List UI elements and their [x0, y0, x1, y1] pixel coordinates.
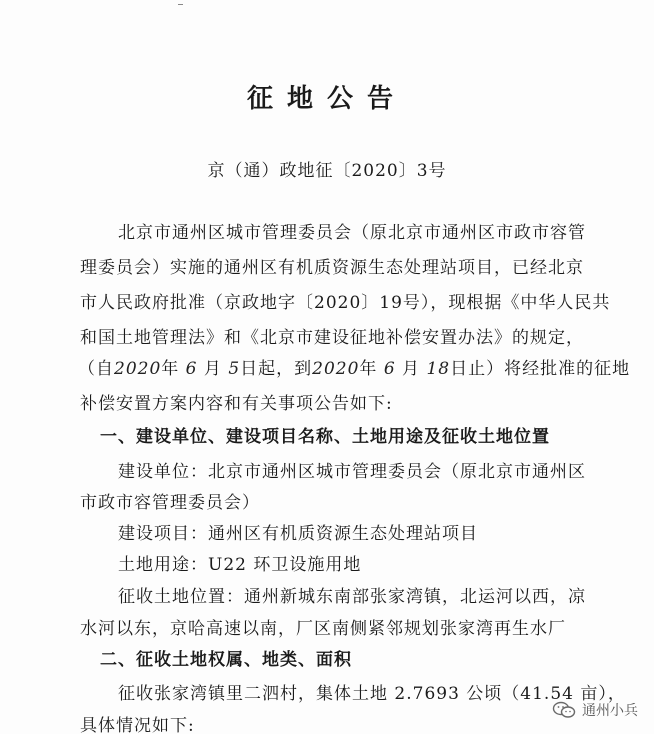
land-use-line: 土地用途：U22 环卫设施用地 — [118, 555, 362, 575]
scan-mark — [178, 4, 183, 5]
paragraph-line: 补偿安置方案内容和有关事项公告如下: — [80, 394, 393, 414]
land-location-line: 水河以东，京哈高速以南，厂区南侧紧邻规划张家湾再生水厂 — [80, 619, 566, 639]
paragraph-line: 市人民政府批准（京政地字〔2020〕19号），现根据《中华人民共 — [80, 293, 611, 313]
land-area-line: 具体情况如下: — [80, 716, 195, 736]
construction-unit-line: 建设单位：北京市通州区城市管理委员会（原北京市通州区 — [118, 462, 586, 482]
handwritten-year-end: 2020 — [312, 359, 360, 379]
watermark — [552, 700, 638, 720]
handwritten-day-end: 18 — [426, 359, 451, 379]
handwritten-day-start: 5 — [228, 359, 241, 379]
paragraph-line: 理委员会）实施的通州区有机质资源生态处理站项目，已经北京 — [80, 258, 584, 278]
paragraph-line: 和国土地管理法》和《北京市建设征地补偿安置办法》的规定， — [80, 328, 584, 348]
wechat-icon — [552, 701, 576, 719]
handwritten-month-end: 6 — [383, 359, 396, 379]
date-text: 年 — [359, 359, 378, 379]
paragraph-line: 北京市通州区城市管理委员会（原北京市通州区市政市容管 — [118, 223, 586, 243]
date-line — [78, 354, 630, 379]
section-heading-2: 二、征收土地权属、地类、面积 — [100, 650, 352, 670]
date-prefix: （自 — [78, 359, 114, 379]
construction-project-line: 建设项目：通州区有机质资源生态处理站项目 — [118, 524, 478, 544]
date-text: 日止）将经批准的征地 — [450, 359, 631, 379]
date-text: 日起，到 — [240, 359, 313, 379]
land-area-line: 征收张家湾镇里二泗村，集体土地 2.7693 公顷（41.54 亩）， — [118, 684, 626, 704]
land-location-line: 征收土地位置：通州新城东南部张家湾镇，北运河以西，凉 — [118, 587, 586, 607]
construction-unit-line: 市政市容管理委员会） — [80, 493, 260, 513]
document-number: 京（通）政地征〔2020〕3号 — [207, 161, 447, 181]
document-title: 征地公告 — [246, 84, 407, 114]
handwritten-year-start: 2020 — [114, 359, 162, 379]
date-text: 月 — [203, 359, 222, 379]
section-heading-1: 一、建设单位、建设项目名称、土地用途及征收土地位置 — [100, 427, 550, 447]
handwritten-month-start: 6 — [185, 359, 198, 379]
date-text: 年 — [161, 359, 180, 379]
date-text: 月 — [402, 359, 421, 379]
watermark-label: 通州小兵 — [582, 703, 638, 719]
